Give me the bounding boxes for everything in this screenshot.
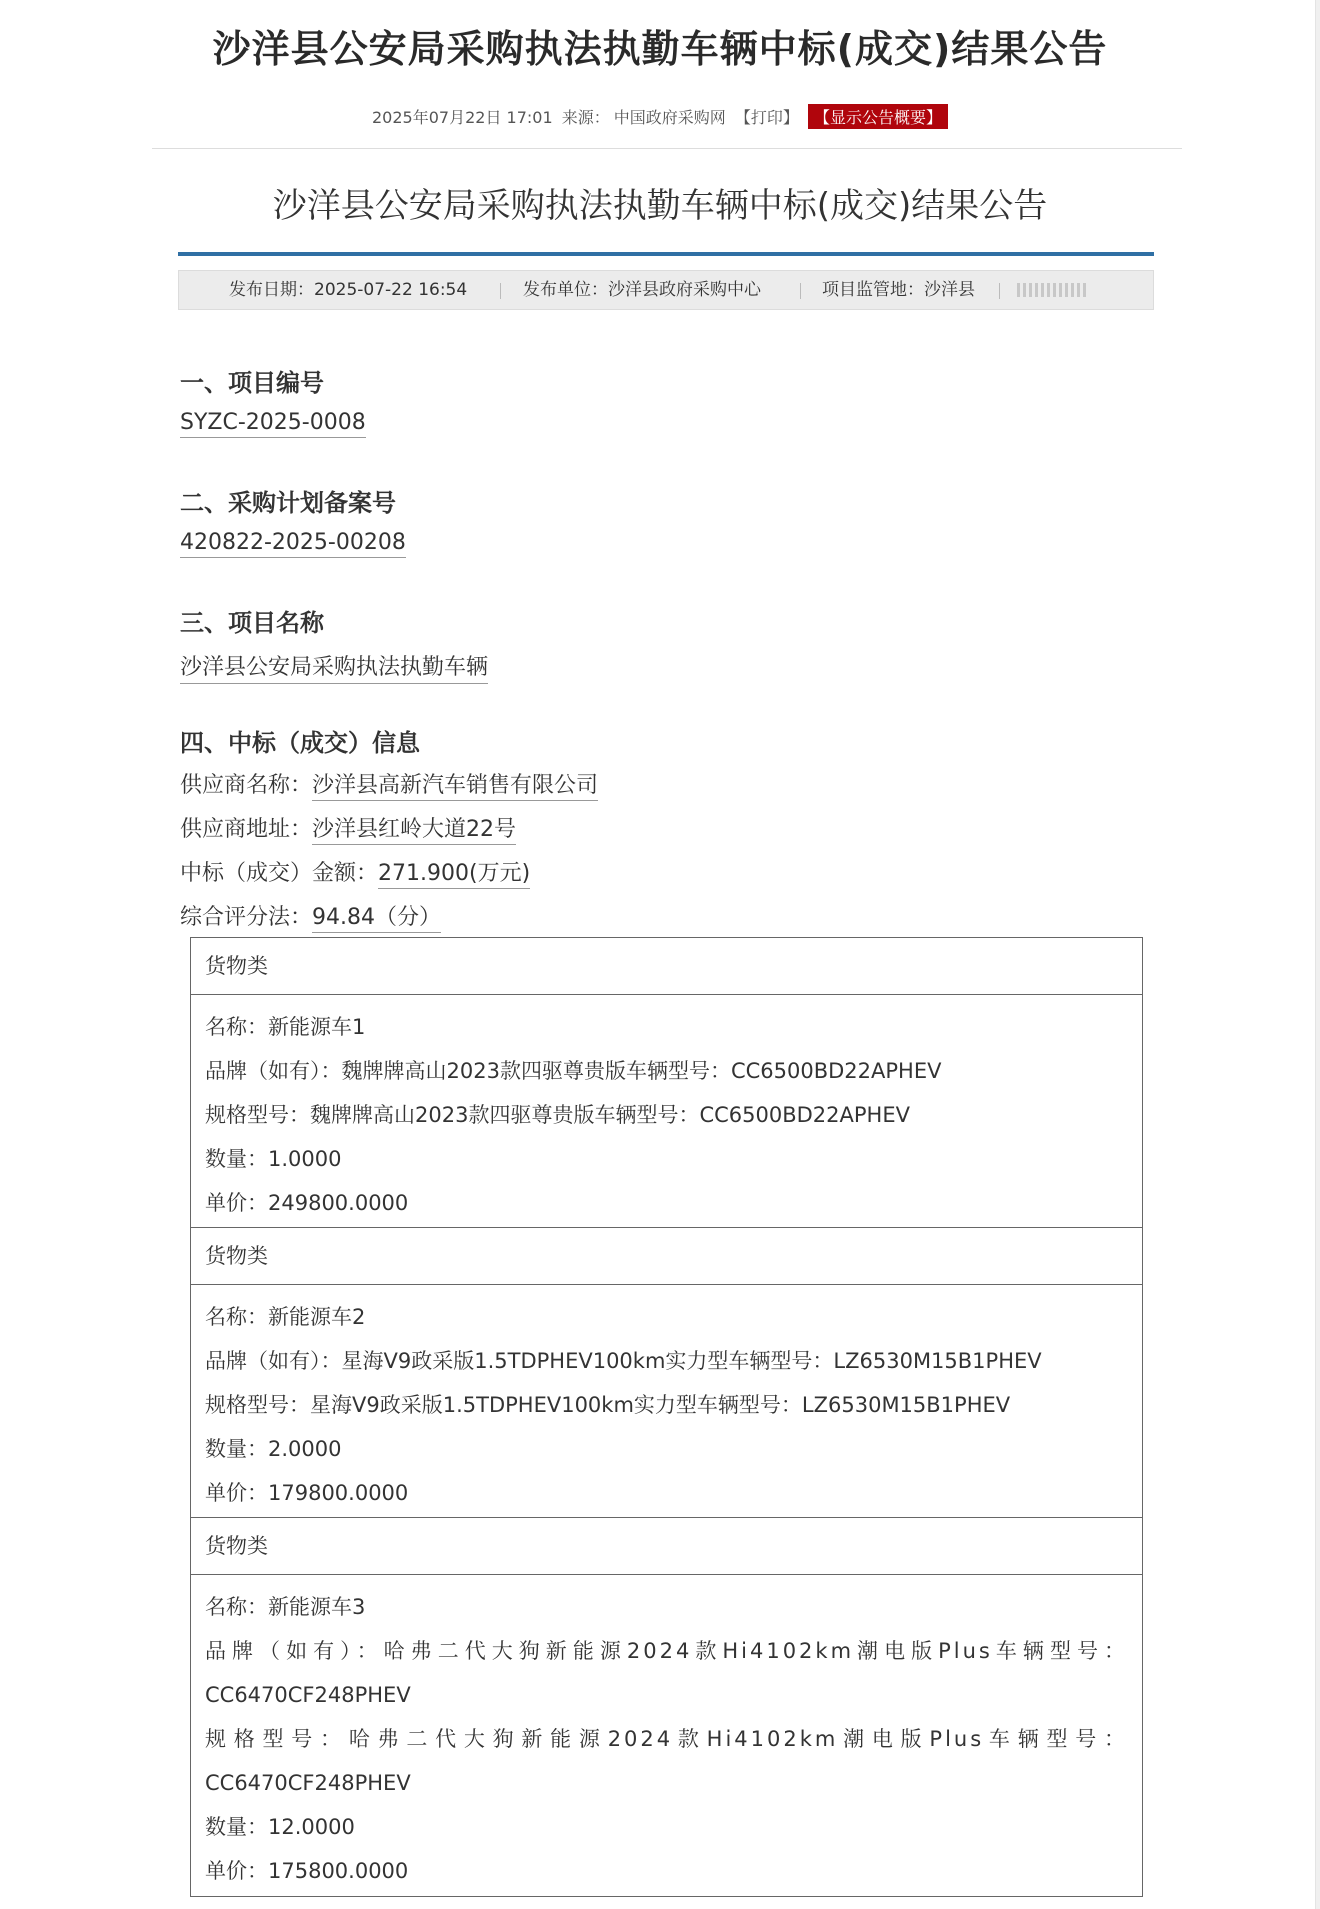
- document-title: 沙洋县公安局采购执法执勤车辆中标(成交)结果公告: [272, 186, 1048, 226]
- plan-number: 420822-2025-00208: [180, 530, 406, 558]
- award-amount-label: 中标（成交）金额：: [180, 861, 379, 886]
- score-row: [180, 900, 441, 931]
- goods-quantity: 数量：1.0000: [205, 1147, 342, 1171]
- goods-name: 名称：新能源车3: [205, 1595, 366, 1619]
- goods-price: 单价：249800.0000: [205, 1191, 409, 1215]
- section-heading-award-info: 四、中标（成交）信息: [180, 729, 420, 757]
- goods-price: 单价：179800.0000: [205, 1481, 409, 1505]
- publisher: 发布单位：沙洋县政府采购中心: [523, 280, 761, 300]
- title-underline: [178, 252, 1154, 256]
- award-amount-row: [180, 856, 530, 887]
- goods-spec-model: CC6470CF248PHEV: [205, 1771, 411, 1795]
- source-link[interactable]: 中国政府采购网: [613, 108, 726, 127]
- publish-date: 发布日期：2025-07-22 16:54: [229, 280, 468, 300]
- supplier-address-label: 供应商地址：: [180, 817, 313, 842]
- goods-item: [191, 1285, 1142, 1518]
- goods-category: 货物类: [191, 938, 1142, 995]
- goods-category: 货物类: [191, 1518, 1142, 1575]
- goods-category: 货物类: [191, 1228, 1142, 1285]
- section-heading-plan-number: 二、采购计划备案号: [180, 489, 396, 517]
- goods-quantity: 数量：2.0000: [205, 1437, 342, 1461]
- info-bar: [178, 270, 1154, 310]
- award-amount: 271.900(万元): [378, 861, 530, 889]
- goods-name: 名称：新能源车2: [205, 1305, 366, 1329]
- goods-quantity: 数量：12.0000: [205, 1815, 355, 1839]
- goods-brand-model: CC6470CF248PHEV: [205, 1683, 411, 1707]
- source-label: 来源：: [561, 108, 610, 127]
- goods-spec: 规格型号：星海V9政采版1.5TDPHEV100km实力型车辆型号：LZ6530M15B1PHEV: [205, 1393, 1011, 1417]
- scrollbar[interactable]: [1315, 0, 1320, 1909]
- goods-spec: 规格型号：哈弗二代大狗新能源2024款Hi4102km潮电版Plus车辆型号：: [205, 1727, 1128, 1751]
- divider: [152, 148, 1182, 149]
- print-link[interactable]: 【打印】: [734, 108, 799, 127]
- supplier-name-row: [180, 768, 598, 799]
- publish-datetime: 2025年07月22日 17:01: [372, 108, 553, 127]
- redacted-content: [1017, 271, 1089, 309]
- section-heading-project-name: 三、项目名称: [180, 609, 324, 637]
- supplier-name-label: 供应商名称：: [180, 773, 313, 798]
- separator: [500, 283, 501, 299]
- score: 94.84（分）: [312, 905, 441, 933]
- separator: [999, 283, 1000, 299]
- show-overview-button[interactable]: 【显示公告概要】: [808, 104, 948, 129]
- supplier-address-row: [180, 812, 516, 843]
- section-heading-project-number: 一、项目编号: [180, 369, 324, 397]
- goods-brand: 品牌（如有）：魏牌牌高山2023款四驱尊贵版车辆型号：CC6500BD22APHEV: [205, 1059, 942, 1083]
- page-title: 沙洋县公安局采购执法执勤车辆中标(成交)结果公告: [212, 27, 1108, 71]
- supervision-location: 项目监管地：沙洋县: [822, 280, 975, 300]
- score-label: 综合评分法：: [180, 905, 313, 930]
- meta-line: [0, 104, 1320, 129]
- goods-price: 单价：175800.0000: [205, 1859, 409, 1883]
- goods-table: [190, 937, 1143, 1897]
- goods-name: 名称：新能源车1: [205, 1015, 366, 1039]
- supplier-address: 沙洋县红岭大道22号: [312, 817, 516, 845]
- supplier-name: 沙洋县高新汽车销售有限公司: [312, 773, 598, 801]
- project-name: 沙洋县公安局采购执法执勤车辆: [180, 650, 488, 684]
- project-number: SYZC-2025-0008: [180, 410, 366, 438]
- goods-item: [191, 995, 1142, 1228]
- goods-spec: 规格型号：魏牌牌高山2023款四驱尊贵版车辆型号：CC6500BD22APHEV: [205, 1103, 910, 1127]
- goods-brand: 品牌（如有）：哈弗二代大狗新能源2024款Hi4102km潮电版Plus车辆型号：: [205, 1639, 1128, 1663]
- separator: [800, 283, 801, 299]
- goods-brand: 品牌（如有）：星海V9政采版1.5TDPHEV100km实力型车辆型号：LZ6530M15B1PHEV: [205, 1349, 1042, 1373]
- goods-item: [191, 1575, 1142, 1896]
